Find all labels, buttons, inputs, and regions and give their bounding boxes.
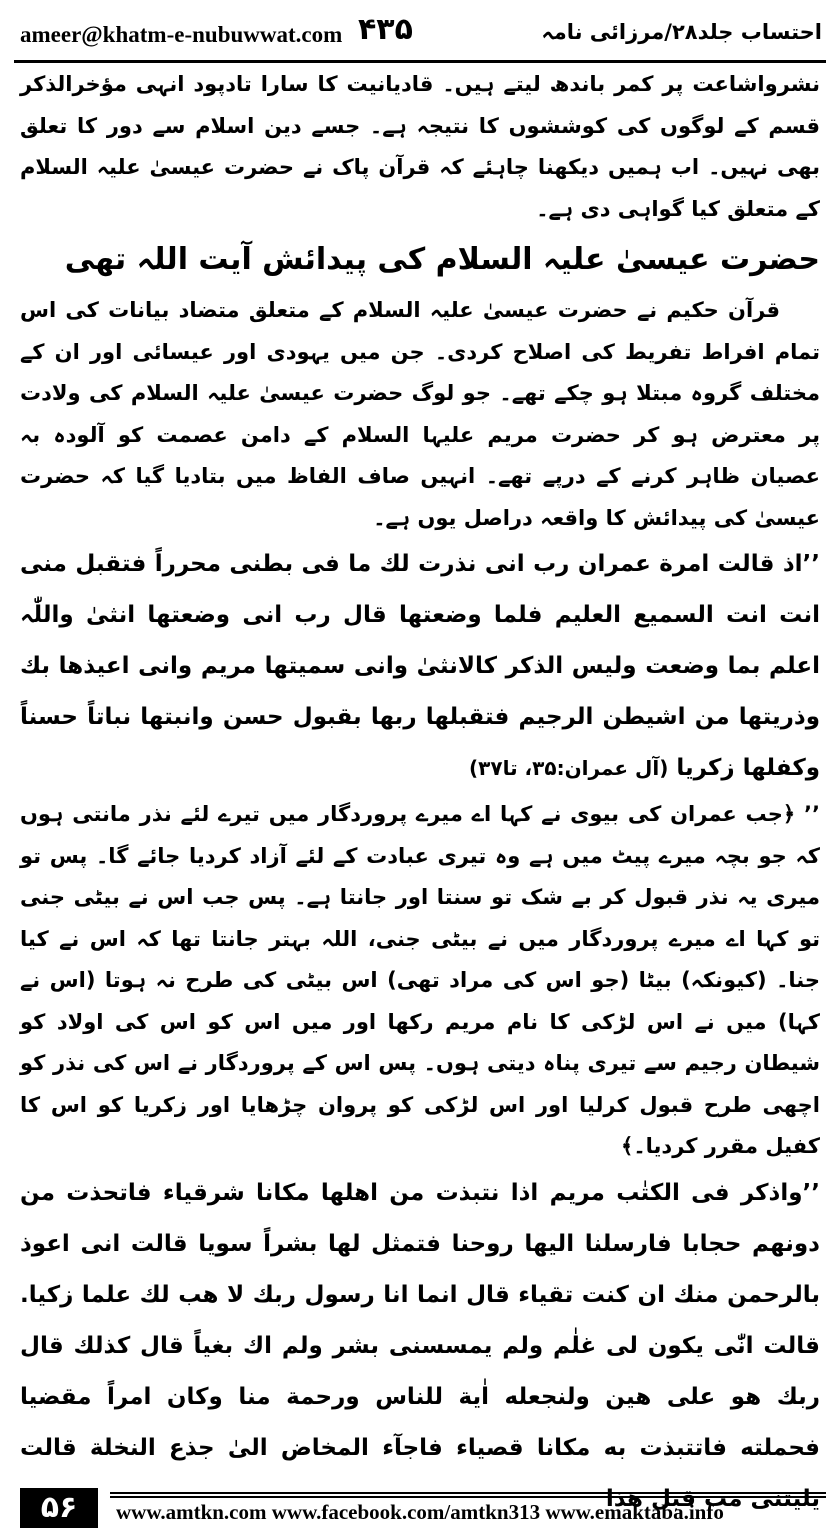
page-header xyxy=(0,0,840,64)
page-footer xyxy=(0,1482,840,1540)
quote-1-translation: ’’ ﴿جب عمران کی بیوی نے کہا اے میرے پروردگار میں تیرے لئے نذر مانتی ہوں کہ جو بچہ میرے پیٹ میں ہے وہ تیری عبادت کے لئے آزاد کردیا جائے گا۔ پس تو میری یہ نذر قبول کر بے شک تو سنتا اور جانتا ہے۔ پس جب اس نے بیٹی جنی تو کہا اے میرے پروردگار میں نے بیٹی جنی، اللہ بہتر جانتا تھا کہ اس نے کیا جنا۔ (کیونکہ) بیٹا (جو اس کی مراد تھی) اس بیٹی کی طرح نہ ہوتا (اس نے کہا) میں نے اس لڑکی کا نام مریم رکھا اور میں اس کو اس کی اولاد کو شیطان رجیم سے تیری پناہ دیتی ہوں۔ پس اس کے پروردگار نے اس کی نذر کو اچھی طرح قبول کرلیا اور اس لڑکی کو پروان چڑھایا اور زکریا کو اس کا کفیل مقرر کردیا۔﴾ xyxy=(20,802,820,1158)
footer-page-number: ۵۶ xyxy=(20,1488,98,1528)
header-rule xyxy=(14,60,826,63)
quote-1-arabic-text: ’’اذ قالت امرة عمران رب انی نذرت لك ما فی بطنی محرراً فتقبل منی انت انت السمیع العلیم فلما وضعتها قال رب انی وضعتها انثیٰ واللّٰہ اعلم بما وضعت ولیس الذکر کالانثیٰ وانی سمیتها مریم وانی اعیذها بك وذریتها من اشیطن الرجیم فتقبلها ربها بقبول حسن وانبتها نباتاً حسناً وکفلها زکریا xyxy=(20,551,820,781)
section-heading: حضرت عیسیٰ علیہ السلام کی پیدائش آیت اللہ تھی xyxy=(64,242,820,277)
page-content xyxy=(20,64,820,1525)
header-book-title: احتساب جلد۲۸/مرزائی نامہ xyxy=(541,20,822,44)
paragraph-1: نشرواشاعت پر کمر باندھ لیتے ہیں۔ قادیانیت کا سارا تادپود انہی مؤخرالذکر قسم کے لوگوں کی کوششوں کا نتیجہ ہے۔ جسے دین اسلام سے دور کا تعلق بھی نہیں۔ اب ہمیں دیکھنا چاہئے کہ قرآن پاک نے حضرت عیسیٰ علیہ السلام کے متعلق کیا گواہی دی ہے۔ xyxy=(20,72,820,221)
footer-links: www.amtkn.com www.facebook.com/amtkn313 www.emaktaba.info xyxy=(116,1500,724,1524)
quote-2-arabic: ’’واذکر فی الکتٰب مریم اذا نتبذت من اهلها مکانا شرقیاء فاتحذت من دونهم حجابا فارسلنا الیها روحنا فتمثل لها بشراً سویا قالت انی اعوذ بالرحمن منك ان کنت تقیاء قال انما انا رسول ربك لا هب لك علما زکیا. قالت انّٰی یکون لی غلٰم ولم یمسسنی بشر ولم اك بغیاً قال کذلك قال ربك هو علی هین ولنجعله اٰیة للناس ورحمة منا وکان امراً مقضیا فحملته فاتتبذت به مکانا قصیاء فاجآء المخاض الیٰ جذع النخلة قالت یلیتنی مت قبل هذا xyxy=(20,1179,820,1512)
header-email: ameer@khatm-e-nubuwwat.com xyxy=(20,22,343,47)
footer-rule-bottom xyxy=(110,1496,826,1498)
quote-1-reference: (آل عمران:۳۵، تا۳۷) xyxy=(469,756,669,780)
footer-rule-top xyxy=(110,1492,826,1494)
quote-1-arabic xyxy=(20,539,820,794)
header-page-number: ۴۳۵ xyxy=(358,12,413,47)
paragraph-2: قرآن حکیم نے حضرت عیسیٰ علیہ السلام کے متعلق متضاد بیانات کی اس تمام افراط تفریط کی اصلاح کردی۔ جن میں یہودی اور عیسائی اور ان کے مختلف گروہ مبتلا ہو چکے تھے۔ جو لوگ حضرت عیسیٰ علیہ السلام کی ولادت پر معترض ہو کر حضرت مریم علیہا السلام کے دامن عصمت کو آلودہ بہ عصیان ظاہر کرنے کے درپے تھے۔ انہیں صاف الفاظ میں بتادیا گیا کہ حضرت عیسیٰ کی پیدائش کا واقعہ دراصل یوں ہے۔ xyxy=(20,298,820,530)
